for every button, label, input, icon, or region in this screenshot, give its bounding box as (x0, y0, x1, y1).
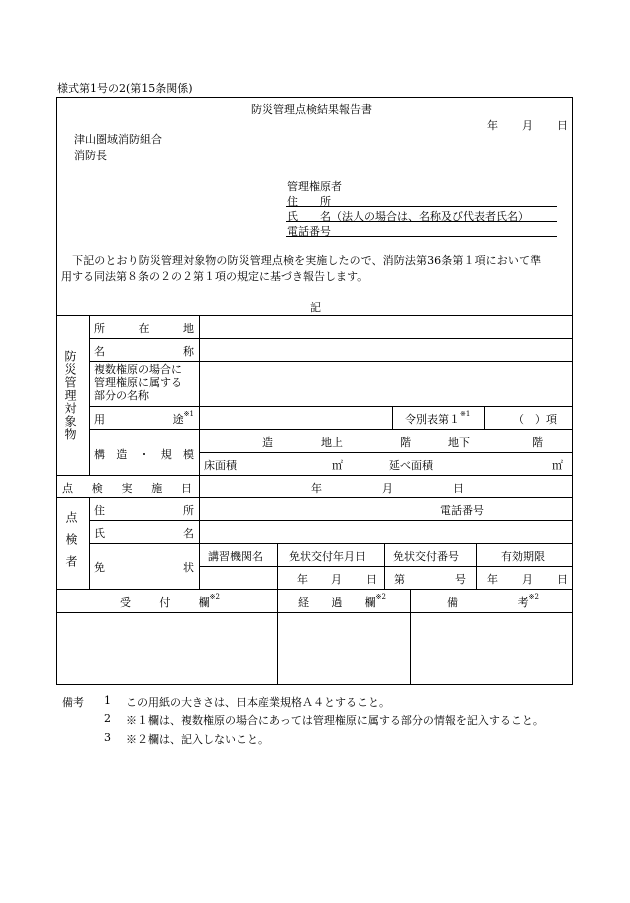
date-day: 日 (557, 119, 568, 132)
license-gou: 号 (455, 573, 466, 586)
floor-area-label: 床面積 (204, 459, 237, 472)
floors-above-text: 階 (400, 436, 411, 449)
body-text-line1: 下記のとおり防災管理対象物の防災管理点検を実施したので、消防法第36条第１項において準 (61, 254, 542, 267)
body-text-line2: 用する同法第８条の２の２第１項の規定に基づき報告します。 (61, 270, 369, 283)
form-title: 防災管理点検結果報告書 (251, 103, 372, 116)
issue-month: 月 (331, 573, 342, 586)
reception-label: 受 付 欄$^{※2}$ (120, 593, 220, 609)
notes-label: 備考 (62, 696, 84, 709)
applicant-heading: 管理権原者 (287, 180, 342, 193)
name-label: 名 称 (94, 345, 194, 358)
section-inspector-label: 点検者 (64, 511, 78, 577)
form-number: 様式第1号の2(第15条関係) (57, 82, 193, 95)
inspector-phone-label: 電話番号 (440, 504, 484, 517)
floors-below-text: 階 (532, 436, 543, 449)
applicant-address-underline (286, 206, 557, 207)
location-label: 所 在 地 (94, 322, 194, 335)
applicant-phone-label: 電話番号 (287, 225, 331, 238)
col-expiry: 有効期限 (501, 550, 545, 563)
note-1-text: この用紙の大きさは、日本産業規格Ａ４とすること。 (126, 696, 390, 709)
ki-mark: 記 (310, 301, 321, 314)
multi-rights-label: 複数権原の場合に 管理権原に属する 部分の名称 (94, 363, 182, 402)
total-area-label: 延べ面積 (389, 459, 433, 472)
inspector-license-label: 免 状 (94, 561, 194, 574)
inspection-month: 月 (382, 482, 393, 495)
applicant-address-label: 住 所 (287, 195, 331, 208)
recipient-org: 津山圏域消防組合 (74, 133, 162, 146)
inspector-name-label: 氏 名 (94, 527, 194, 540)
note-1-num: 1 (104, 694, 111, 707)
expiry-year: 年 (487, 573, 498, 586)
col-issue-date: 免状交付年月日 (289, 550, 366, 563)
license-dai: 第 (394, 573, 405, 586)
section-object-label: 防災管理対象物 (63, 350, 77, 441)
betsuhyo-label: 令別表第１$^{※1}$ (405, 410, 471, 426)
applicant-phone-underline (286, 236, 557, 237)
remarks-label: 備 考$^{※2}$ (447, 593, 539, 609)
inspection-year: 年 (311, 482, 322, 495)
note-3-text: ※２欄は、記入しないこと。 (126, 733, 269, 746)
note-2-text: ※１欄は、複数権原の場合にあっては管理権原に属する部分の情報を記入すること。 (126, 714, 544, 727)
applicant-name-underline (286, 221, 557, 222)
date-month: 月 (522, 119, 533, 132)
recipient-title: 消防長 (74, 149, 107, 162)
inspection-day: 日 (453, 482, 464, 495)
expiry-day: 日 (557, 573, 568, 586)
note-3-num: 3 (104, 731, 111, 744)
floor-area-unit: ㎡ (332, 459, 343, 472)
inspector-address-label: 住 所 (94, 504, 194, 517)
col-license-number: 免状交付番号 (393, 550, 459, 563)
date-year: 年 (487, 119, 498, 132)
col-training-org: 講習機関名 (208, 550, 263, 563)
above-ground-text: 地上 (321, 436, 343, 449)
inspection-date-label: 点 検 実 施 日 (62, 482, 192, 495)
note-2-num: 2 (104, 712, 111, 725)
issue-day: 日 (366, 573, 377, 586)
total-area-unit: ㎡ (552, 459, 563, 472)
below-ground-text: 地下 (448, 436, 470, 449)
progress-label: 経 過 欄$^{※2}$ (298, 593, 386, 609)
applicant-name-label: 氏 名（法人の場合は、名称及び代表者氏名） (287, 210, 529, 223)
kou-label: （ ）項 (513, 413, 557, 426)
structure-label: 構 造 ・ 規 模 (94, 448, 194, 461)
use-label: 用 途$^{※1}$ (94, 410, 194, 426)
structure-text: 造 (262, 436, 273, 449)
issue-year: 年 (297, 573, 308, 586)
expiry-month: 月 (522, 573, 533, 586)
